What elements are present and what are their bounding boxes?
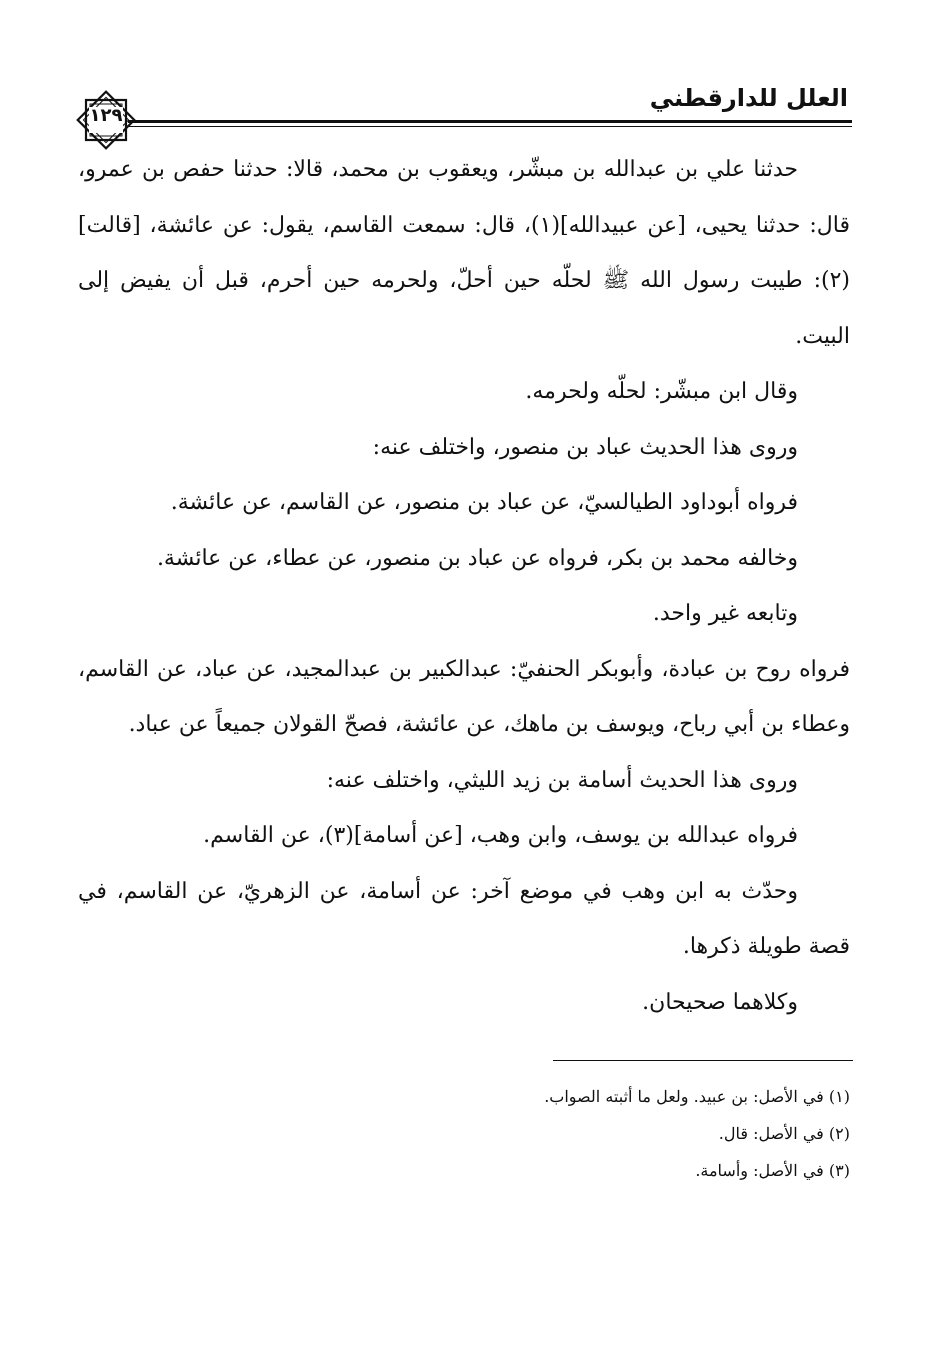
page-header — [70, 78, 852, 138]
main-text — [78, 142, 850, 1030]
footnote: (٣) في الأصل: وأسامة. — [695, 1161, 850, 1180]
paragraph: حدثنا علي بن عبدالله بن مبشّر، ويعقوب بن محمد، قالا: حدثنا حفص بن عمرو، قال: حدثنا يحيى، [عن عبيدالله](١)، قال: سمعت القاسم، يقول: عن عائشة، [قالت](٢): طيبت رسول الله ﷺ لحلّه حين أحلّ، ولحرمه حين أحرم، قبل أن يفيض إلى البيت. — [78, 157, 850, 349]
page-number: ١٢٩ — [89, 105, 123, 126]
paragraph: فرواه أبوداود الطيالسيّ، عن عباد بن منصور، عن القاسم، عن عائشة. — [170, 490, 798, 515]
footnote-separator — [553, 1060, 853, 1061]
footnote: (١) في الأصل: بن عبيد. ولعل ما أثبته الصواب. — [544, 1087, 850, 1106]
running-title: العلل للدارقطني — [649, 84, 848, 112]
footnotes — [78, 1078, 850, 1189]
paragraph: وكلاهما صحيحان. — [642, 989, 798, 1015]
paragraph: فرواه روح بن عبادة، وأبوبكر الحنفيّ: عبدالكبير بن عبدالمجيد، عن عباد، عن القاسم، وعطاء بن أبي رباح، ويوسف بن ماهك، عن عائشة، فصحّ القولان جميعاً عن عباد. — [78, 656, 850, 737]
paragraph: وتابعه غير واحد. — [652, 601, 798, 626]
header-rule — [128, 120, 852, 123]
header-rule-thin — [128, 126, 852, 127]
paragraph: وخالفه محمد بن بكر، فرواه عن عباد بن منصور، عن عطاء، عن عائشة. — [156, 545, 798, 571]
paragraph: وقال ابن مبشّر: لحلّه ولحرمه. — [525, 379, 798, 404]
paragraph: فرواه عبدالله بن يوسف، وابن وهب، [عن أسامة](٣)، عن القاسم. — [203, 823, 798, 848]
footnote: (٢) في الأصل: قال. — [718, 1124, 850, 1143]
paragraph: وروى هذا الحديث عباد بن منصور، واختلف عنه: — [372, 434, 798, 460]
paragraph: وروى هذا الحديث أسامة بن زيد الليثي، واختلف عنه: — [326, 767, 798, 793]
paragraph: وحدّث به ابن وهب في موضع آخر: عن أسامة، عن الزهريّ، عن القاسم، في قصة طويلة ذكرها. — [78, 878, 850, 959]
